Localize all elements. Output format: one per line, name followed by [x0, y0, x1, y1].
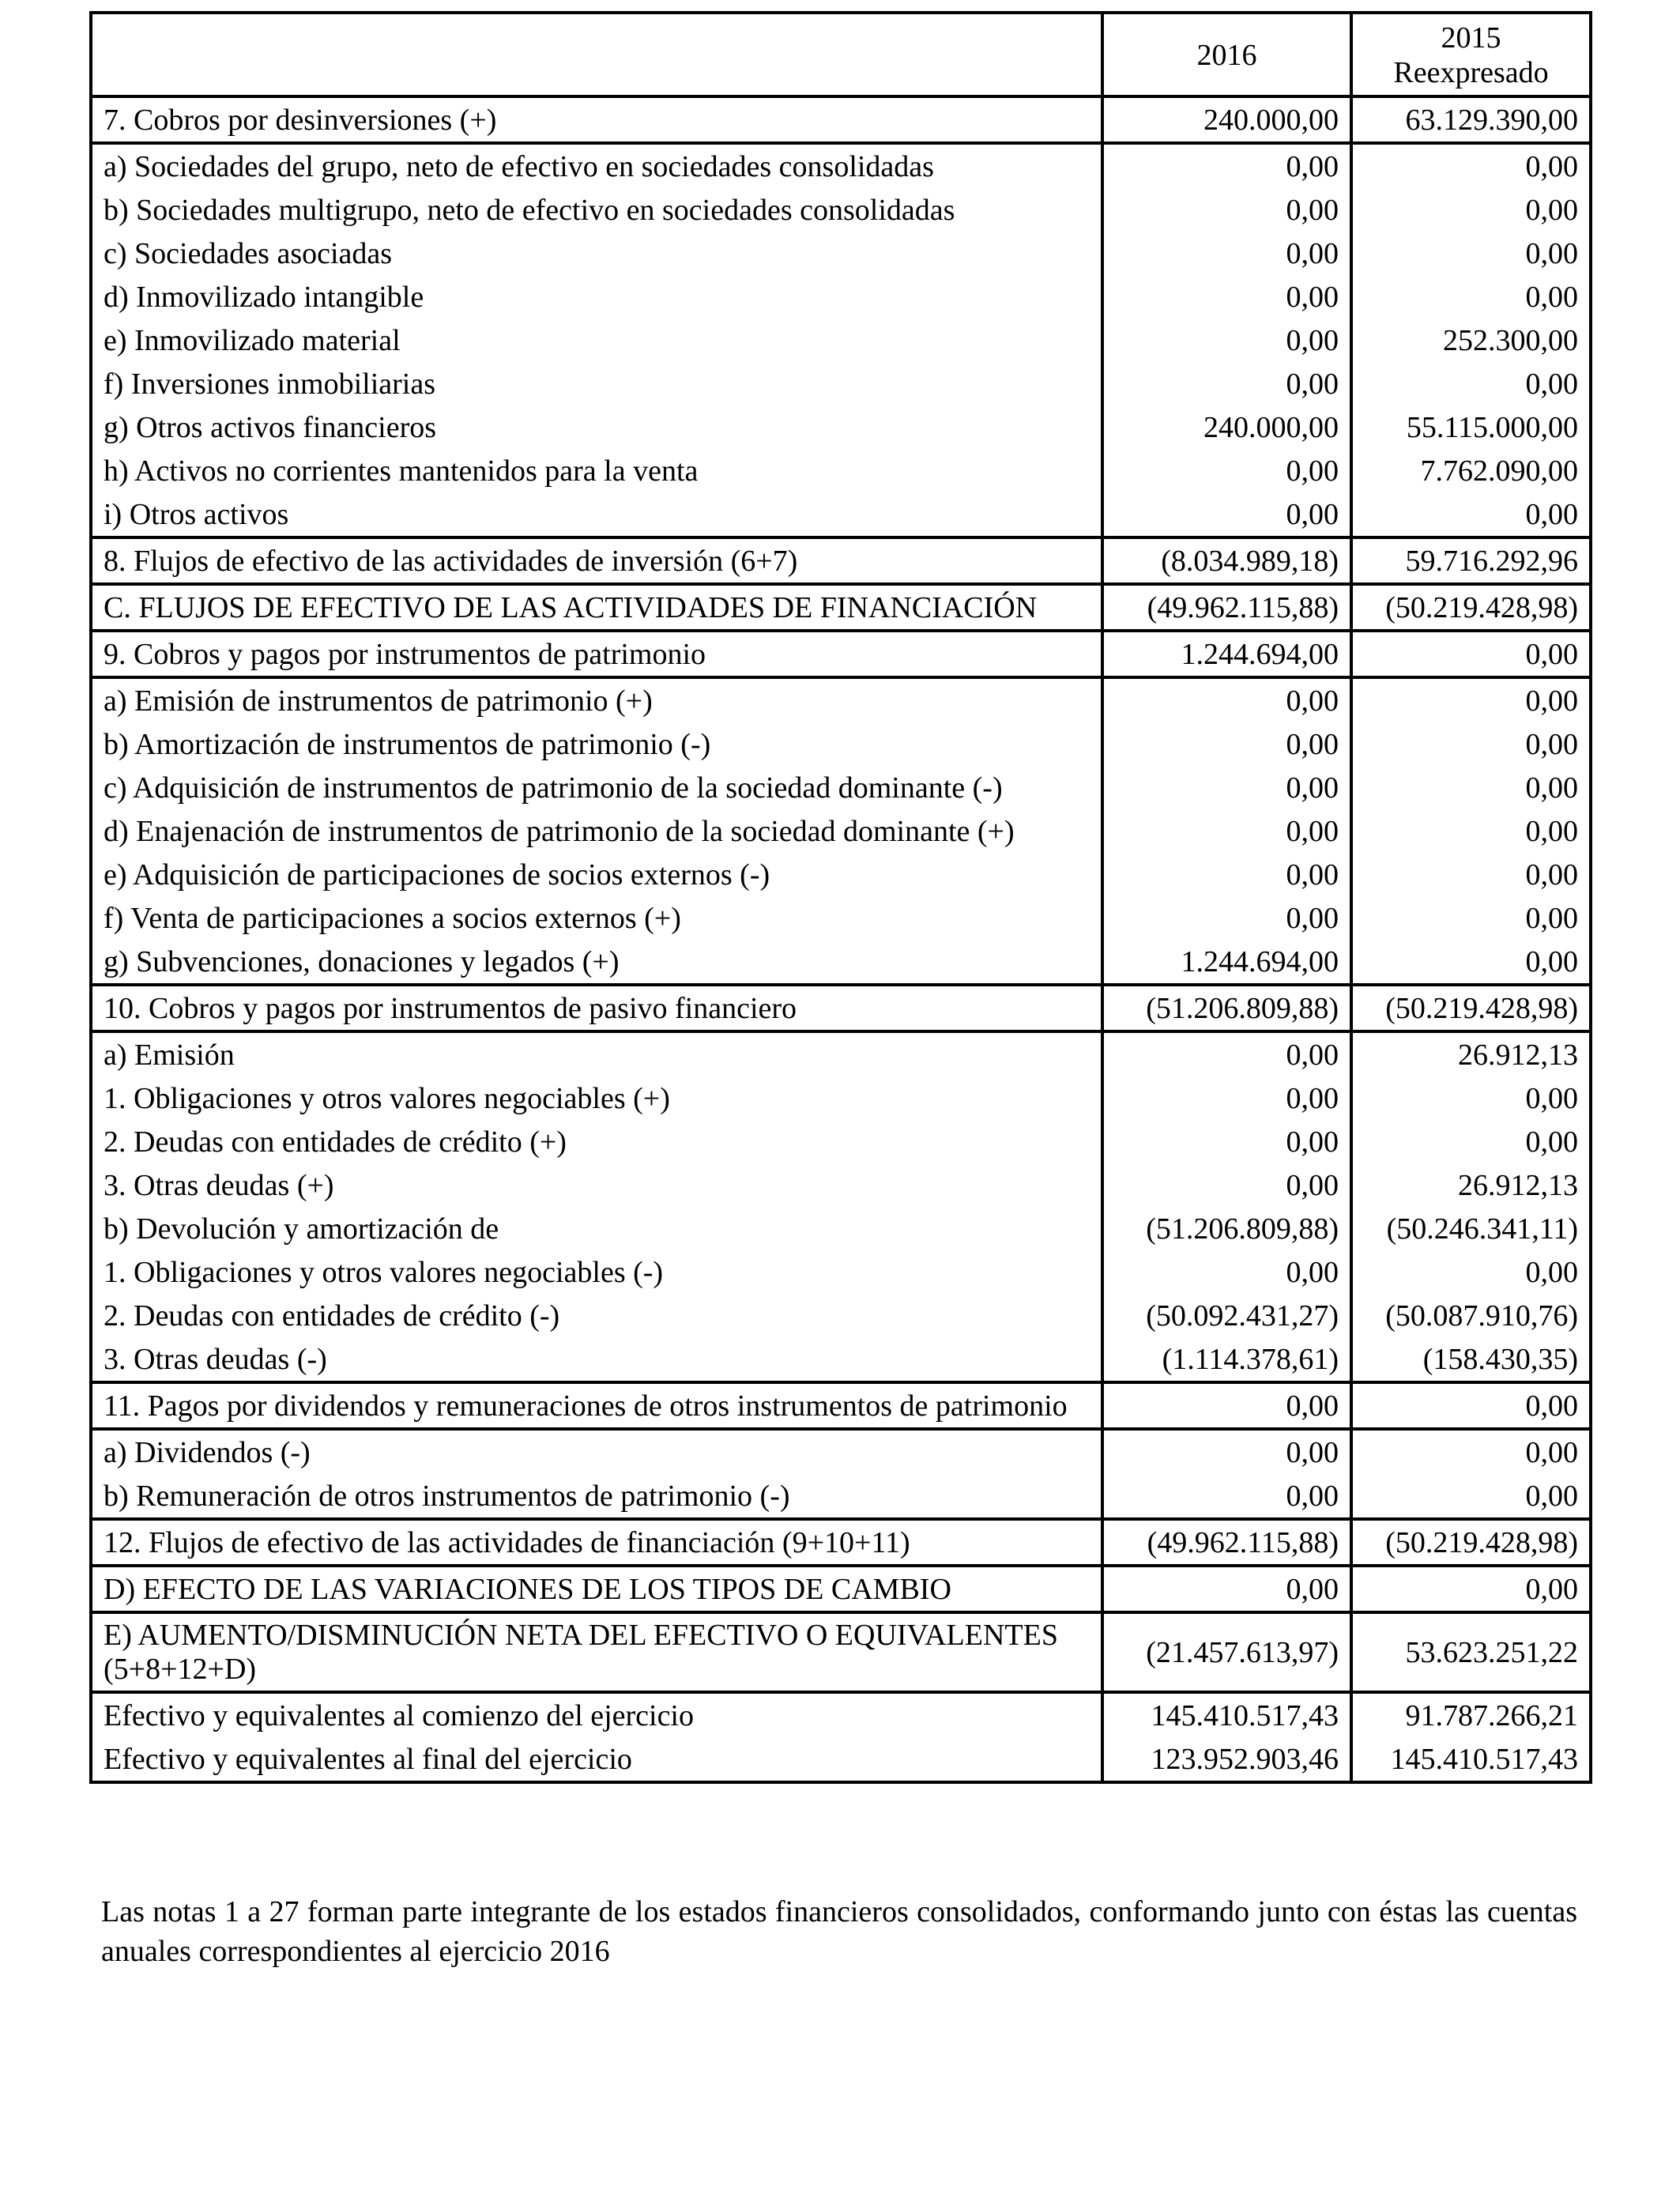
footnote: Las notas 1 a 27 forman parte integrante de los estados financieros consolidados, conformando junto con éstas las cuentas anuales correspondientes al ejercicio 2016	[101, 1895, 1577, 1968]
table-row	[91, 1250, 1591, 1294]
row-label: Efectivo y equivalentes al final del ejercicio	[91, 1737, 1102, 1782]
value-2015: 0,00	[1351, 896, 1591, 940]
table-row	[91, 362, 1591, 405]
value-2016: 0,00	[1102, 1031, 1351, 1076]
table-row	[91, 319, 1591, 362]
row-label: 11. Pagos por dividendos y remuneraciones de otros instrumentos de patrimonio	[91, 1382, 1102, 1429]
cash-flow-table	[89, 11, 1592, 1784]
row-label: b) Amortización de instrumentos de patrimonio (-)	[91, 722, 1102, 766]
table-row	[91, 766, 1591, 809]
value-2016: 0,00	[1102, 1566, 1351, 1612]
row-label: a) Dividendos (-)	[91, 1429, 1102, 1474]
value-2016: 0,00	[1102, 722, 1351, 766]
value-2015: 0,00	[1351, 809, 1591, 853]
value-2016: 1.244.694,00	[1102, 940, 1351, 985]
table-row	[91, 1566, 1591, 1612]
header-2016	[1102, 13, 1351, 96]
row-label: 2. Deudas con entidades de crédito (+)	[91, 1120, 1102, 1163]
table-row	[91, 96, 1591, 143]
value-2016: 0,00	[1102, 1429, 1351, 1474]
table-row	[91, 537, 1591, 584]
value-2016: 0,00	[1102, 275, 1351, 319]
value-2015: (50.087.910,76)	[1351, 1294, 1591, 1337]
row-label: e) Adquisición de participaciones de socios externos (-)	[91, 853, 1102, 896]
table-row	[91, 405, 1591, 449]
value-2016: (49.962.115,88)	[1102, 1519, 1351, 1566]
row-label: a) Sociedades del grupo, neto de efectivo en sociedades consolidadas	[91, 143, 1102, 188]
table-row	[91, 853, 1591, 896]
value-2015: 7.762.090,00	[1351, 449, 1591, 492]
value-2015: (50.219.428,98)	[1351, 985, 1591, 1031]
value-2015: 0,00	[1351, 853, 1591, 896]
value-2015: 252.300,00	[1351, 319, 1591, 362]
value-2016: 0,00	[1102, 188, 1351, 232]
row-label: a) Emisión de instrumentos de patrimonio (+)	[91, 677, 1102, 722]
value-2015: 0,00	[1351, 766, 1591, 809]
table-row	[91, 1031, 1591, 1076]
table-row	[91, 1294, 1591, 1337]
value-2016: (51.206.809,88)	[1102, 985, 1351, 1031]
row-label: f) Venta de participaciones a socios externos (+)	[91, 896, 1102, 940]
value-2015: 0,00	[1351, 1429, 1591, 1474]
row-label: 3. Otras deudas (+)	[91, 1163, 1102, 1207]
row-label: 7. Cobros por desinversiones (+)	[91, 96, 1102, 143]
value-2015: 0,00	[1351, 1566, 1591, 1612]
value-2015: 0,00	[1351, 1076, 1591, 1120]
row-label: 1. Obligaciones y otros valores negociables (+)	[91, 1076, 1102, 1120]
row-label: c) Sociedades asociadas	[91, 232, 1102, 275]
value-2015: 0,00	[1351, 188, 1591, 232]
table-row	[91, 1337, 1591, 1382]
value-2016: (1.114.378,61)	[1102, 1337, 1351, 1382]
header-2015-year: 2015	[1441, 21, 1501, 55]
value-2016: 0,00	[1102, 896, 1351, 940]
row-label: b) Remuneración de otros instrumentos de patrimonio (-)	[91, 1474, 1102, 1519]
value-2016: 0,00	[1102, 362, 1351, 405]
value-2015: (50.219.428,98)	[1351, 584, 1591, 631]
table-row	[91, 985, 1591, 1031]
table-row	[91, 449, 1591, 492]
value-2016: 0,00	[1102, 449, 1351, 492]
cash-flow-statement	[89, 11, 1589, 1784]
value-2016: 0,00	[1102, 143, 1351, 188]
row-label: D) EFECTO DE LAS VARIACIONES DE LOS TIPOS DE CAMBIO	[91, 1566, 1102, 1612]
value-2015: 0,00	[1351, 1250, 1591, 1294]
value-2015: 0,00	[1351, 1474, 1591, 1519]
row-label: g) Otros activos financieros	[91, 405, 1102, 449]
value-2015: 0,00	[1351, 631, 1591, 677]
value-2015: 55.115.000,00	[1351, 405, 1591, 449]
row-label: 1. Obligaciones y otros valores negociables (-)	[91, 1250, 1102, 1294]
row-label: h) Activos no corrientes mantenidos para la venta	[91, 449, 1102, 492]
row-label: 12. Flujos de efectivo de las actividades de financiación (9+10+11)	[91, 1519, 1102, 1566]
value-2016: 0,00	[1102, 1163, 1351, 1207]
value-2016: 0,00	[1102, 809, 1351, 853]
row-label: f) Inversiones inmobiliarias	[91, 362, 1102, 405]
value-2016: 0,00	[1102, 1382, 1351, 1429]
value-2016: 0,00	[1102, 853, 1351, 896]
value-2016: (21.457.613,97)	[1102, 1612, 1351, 1692]
table-row	[91, 1612, 1591, 1692]
value-2015: 0,00	[1351, 1120, 1591, 1163]
value-2015: 26.912,13	[1351, 1163, 1591, 1207]
value-2015: 0,00	[1351, 275, 1591, 319]
row-label: a) Emisión	[91, 1031, 1102, 1076]
value-2015: 0,00	[1351, 722, 1591, 766]
table-row	[91, 809, 1591, 853]
value-2016: 0,00	[1102, 1076, 1351, 1120]
table-row	[91, 722, 1591, 766]
value-2016: (49.962.115,88)	[1102, 584, 1351, 631]
value-2015: 145.410.517,43	[1351, 1737, 1591, 1782]
row-label: 9. Cobros y pagos por instrumentos de patrimonio	[91, 631, 1102, 677]
table-row	[91, 584, 1591, 631]
value-2015: (50.219.428,98)	[1351, 1519, 1591, 1566]
row-label: b) Devolución y amortización de	[91, 1207, 1102, 1250]
table-row	[91, 631, 1591, 677]
table-row	[91, 492, 1591, 537]
value-2015: 53.623.251,22	[1351, 1612, 1591, 1692]
value-2015: 0,00	[1351, 492, 1591, 537]
value-2016: 0,00	[1102, 1120, 1351, 1163]
row-label: g) Subvenciones, donaciones y legados (+)	[91, 940, 1102, 985]
value-2015: 59.716.292,96	[1351, 537, 1591, 584]
value-2016: 240.000,00	[1102, 405, 1351, 449]
row-label: C. FLUJOS DE EFECTIVO DE LAS ACTIVIDADES DE FINANCIACIÓN	[91, 584, 1102, 631]
value-2015: 0,00	[1351, 143, 1591, 188]
value-2016: 0,00	[1102, 1250, 1351, 1294]
table-row	[91, 1207, 1591, 1250]
table-row	[91, 677, 1591, 722]
row-label: 3. Otras deudas (-)	[91, 1337, 1102, 1382]
value-2016: 145.410.517,43	[1102, 1692, 1351, 1737]
value-2015: 0,00	[1351, 1382, 1591, 1429]
table-row	[91, 940, 1591, 985]
value-2015: 0,00	[1351, 940, 1591, 985]
value-2016: 0,00	[1102, 319, 1351, 362]
row-label: i) Otros activos	[91, 492, 1102, 537]
row-label: 10. Cobros y pagos por instrumentos de pasivo financiero	[91, 985, 1102, 1031]
value-2015: 0,00	[1351, 677, 1591, 722]
header-2015-restated: Reexpresado	[1393, 56, 1549, 89]
value-2015: 0,00	[1351, 362, 1591, 405]
value-2015: 0,00	[1351, 232, 1591, 275]
value-2016: 0,00	[1102, 766, 1351, 809]
value-2016: 0,00	[1102, 232, 1351, 275]
value-2016: 0,00	[1102, 677, 1351, 722]
value-2016: 123.952.903,46	[1102, 1737, 1351, 1782]
header-2016-text: 2016	[1196, 39, 1257, 72]
table-row	[91, 1120, 1591, 1163]
table-row	[91, 896, 1591, 940]
table-row	[91, 1519, 1591, 1566]
row-label: e) Inmovilizado material	[91, 319, 1102, 362]
table-row	[91, 1163, 1591, 1207]
row-label: Efectivo y equivalentes al comienzo del ejercicio	[91, 1692, 1102, 1737]
value-2016: 0,00	[1102, 1474, 1351, 1519]
table-row	[91, 1382, 1591, 1429]
table-row	[91, 1474, 1591, 1519]
row-label: c) Adquisición de instrumentos de patrimonio de la sociedad dominante (-)	[91, 766, 1102, 809]
row-label: b) Sociedades multigrupo, neto de efectivo en sociedades consolidadas	[91, 188, 1102, 232]
value-2016: (8.034.989,18)	[1102, 537, 1351, 584]
value-2016: (50.092.431,27)	[1102, 1294, 1351, 1337]
table-row	[91, 1692, 1591, 1737]
row-label: d) Inmovilizado intangible	[91, 275, 1102, 319]
table-row	[91, 232, 1591, 275]
value-2015: 91.787.266,21	[1351, 1692, 1591, 1737]
table-row	[91, 1076, 1591, 1120]
row-label: 2. Deudas con entidades de crédito (-)	[91, 1294, 1102, 1337]
row-label: d) Enajenación de instrumentos de patrimonio de la sociedad dominante (+)	[91, 809, 1102, 853]
value-2015: 26.912,13	[1351, 1031, 1591, 1076]
value-2015: (50.246.341,11)	[1351, 1207, 1591, 1250]
value-2015: (158.430,35)	[1351, 1337, 1591, 1382]
table-header-row	[91, 13, 1591, 96]
table-row	[91, 275, 1591, 319]
value-2015: 63.129.390,00	[1351, 96, 1591, 143]
table-row	[91, 188, 1591, 232]
table-row	[91, 1429, 1591, 1474]
table-row	[91, 1737, 1591, 1782]
value-2016: 240.000,00	[1102, 96, 1351, 143]
value-2016: (51.206.809,88)	[1102, 1207, 1351, 1250]
value-2016: 0,00	[1102, 492, 1351, 537]
row-label: 8. Flujos de efectivo de las actividades de inversión (6+7)	[91, 537, 1102, 584]
header-2015	[1351, 13, 1591, 96]
header-label-cell	[91, 13, 1102, 96]
table-row	[91, 143, 1591, 188]
row-label: E) AUMENTO/DISMINUCIÓN NETA DEL EFECTIVO O EQUIVALENTES (5+8+12+D)	[91, 1612, 1102, 1692]
value-2016: 1.244.694,00	[1102, 631, 1351, 677]
